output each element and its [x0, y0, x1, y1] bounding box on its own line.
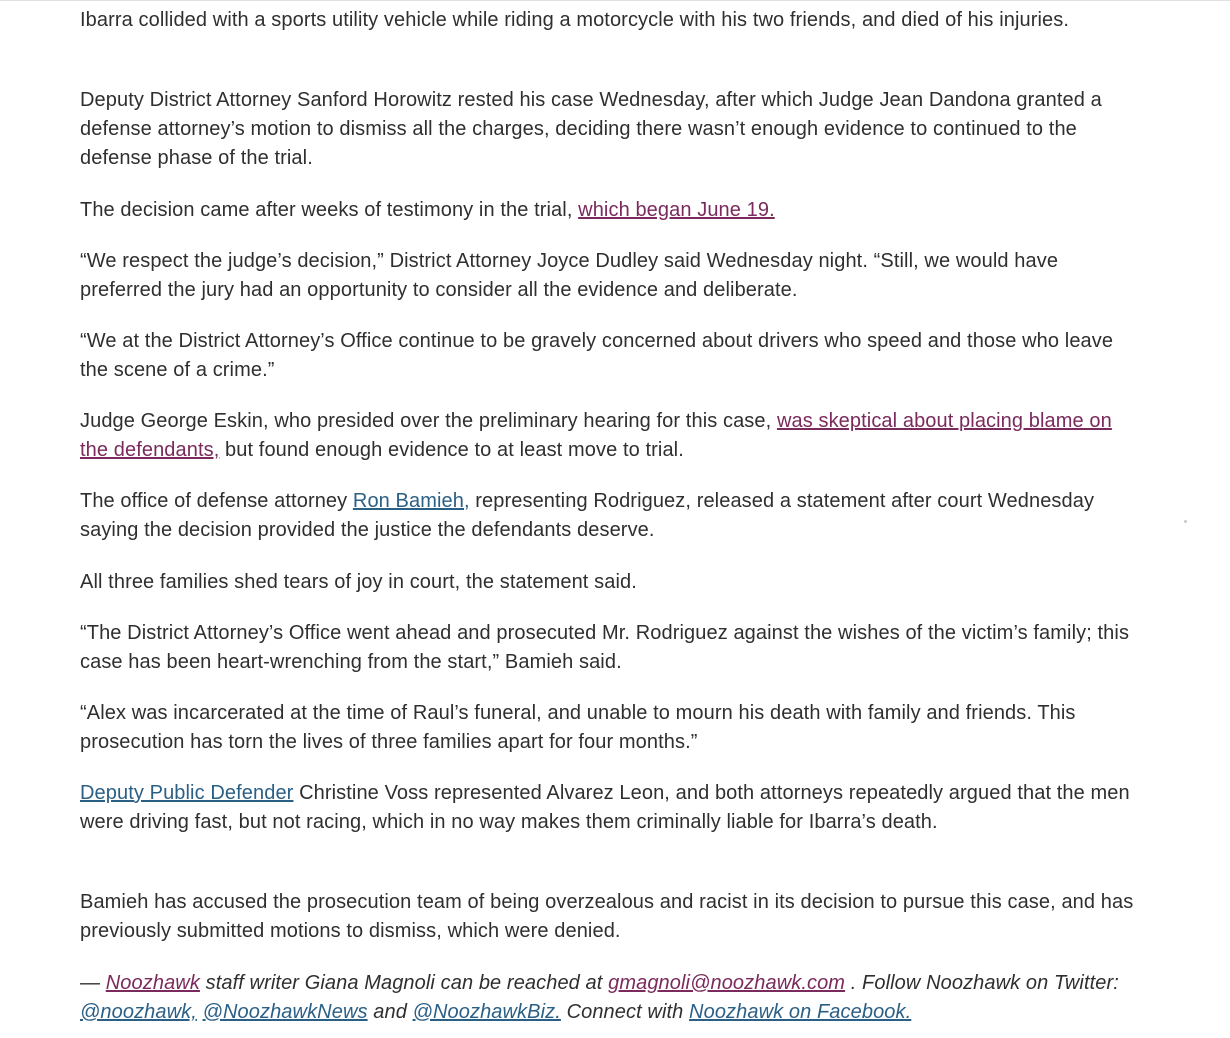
paragraph-text: The office of defense attorney [80, 490, 353, 512]
paragraph-public-defender [80, 779, 1140, 837]
email-link[interactable]: gmagnoli@noozhawk.com [608, 972, 846, 994]
twitter-noozhawk-link[interactable]: @noozhawk, [80, 1001, 197, 1023]
facebook-link[interactable]: Noozhawk on Facebook. [689, 1001, 912, 1023]
ron-bamieh-link[interactable]: Ron Bamieh, [352, 490, 470, 512]
trial-start-link[interactable]: which began June 19. [578, 199, 775, 221]
page-top-edge [0, 0, 1230, 1]
paragraph-families-tears: All three families shed tears of joy in court, the statement said. [80, 571, 637, 593]
paragraph-da-quote: “We respect the judge’s decision,” District Attorney Joyce Dudley said Wednesday night. “Still, we would have preferred the jury had an opportunity to consider all the evidence and deliberate. [80, 250, 1059, 301]
paragraph-bamieh-quote: “The District Attorney’s Office went ahead and prosecuted Mr. Rodriguez against the wishes of the victim’s family; this case has been heart-wrenching from the start,” Bamieh said. [80, 622, 1130, 673]
paragraph-text: Christine Voss represented Alvarez Leon, and both attorneys repeatedly argued that the men were driving fast, but not racing, which in no way makes them criminally liable for Ibarra’s death. [80, 782, 1130, 833]
paragraph-text: representing Rodriguez, released a statement after court Wednesday saying the decision provided the justice the defendants deserve. [80, 490, 1095, 541]
paragraph-da-concern: “We at the District Attorney’s Office continue to be gravely concerned about drivers who speed and those who leave the scene of a crime.” [80, 330, 1114, 381]
skeptical-blame-link[interactable]: was skeptical about placing blame on the defendants, [80, 410, 1112, 461]
paragraph-case-rested: Deputy District Attorney Sanford Horowitz rested his case Wednesday, after which Judge Jean Dandona granted a defense attorney’s motion to dismiss all the charges, deciding there wasn’t enough evidence to continued to the defense phase of the trial. [80, 89, 1102, 169]
paragraph-ibarra-collision: Ibarra collided with a sports utility vehicle while riding a motorcycle with his two friends, and died of his injuries. [80, 9, 1070, 31]
scan-speck [1184, 520, 1187, 523]
paragraph-alex-quote: “Alex was incarcerated at the time of Raul’s funeral, and unable to mourn his death with family and friends. This prosecution has torn the lives of three families apart for four months.” [80, 702, 1076, 753]
paragraph-decision-timing [80, 196, 1140, 225]
signature-text: Connect with [560, 1001, 690, 1023]
signature-text: and [367, 1001, 413, 1023]
twitter-noozhawknews-link[interactable]: @NoozhawkNews [202, 1001, 368, 1023]
paragraph-text: but found enough evidence to at least move to trial. [219, 439, 684, 461]
paragraph-judge-eskin [80, 407, 1140, 465]
paragraph-text: Judge George Eskin, who presided over the preliminary hearing for this case, [80, 410, 777, 432]
paragraph-overzealous: Bamieh has accused the prosecution team of being overzealous and racist in its decision to pursue this case, and has previously submitted motions to dismiss, which were denied. [80, 891, 1134, 942]
paragraph-bamieh-statement [80, 487, 1140, 545]
signature-text: . Follow Noozhawk on Twitter: [845, 972, 1119, 994]
signature-dash: — [80, 972, 106, 994]
signature-text: staff writer Giana Magnoli can be reached at [199, 972, 609, 994]
author-signature [80, 969, 1140, 1027]
paragraph-text: The decision came after weeks of testimony in the trial, [80, 199, 579, 221]
twitter-noozhawkbiz-link[interactable]: @NoozhawkBiz. [412, 1001, 561, 1023]
deputy-public-defender-link[interactable]: Deputy Public Defender [80, 782, 294, 804]
noozhawk-link[interactable]: Noozhawk [105, 972, 200, 994]
